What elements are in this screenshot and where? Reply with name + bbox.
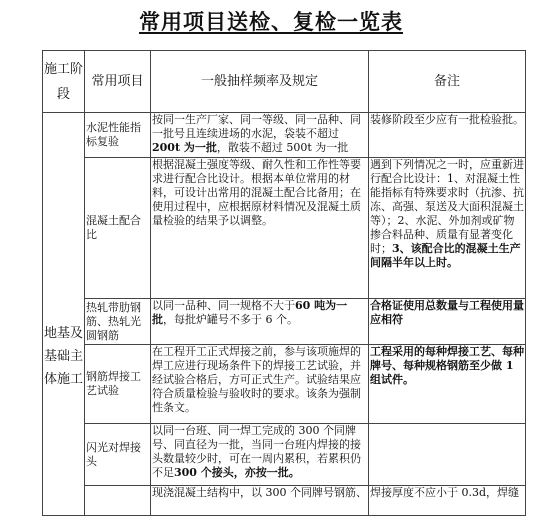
stage-cell: 地基及基础主体施工 [43, 113, 85, 516]
item-cell: 水泥性能指标复验 [85, 113, 151, 158]
header-row [43, 51, 526, 113]
table-row [43, 158, 526, 299]
rule-cell: 现浇混凝土结构中，以 300 个同牌号钢筋、 [151, 486, 369, 516]
table-row [43, 113, 526, 158]
item-cell: 混凝土配合比 [85, 158, 151, 299]
rule-cell: 按同一生产厂家、同一等级、同一品种、同一批号且连续进场的水泥，袋装不超过200t 为一批，散装不超过 500t 为一批 [151, 113, 369, 158]
item-cell [85, 486, 151, 516]
header-rule: 一般抽样频率及规定 [151, 51, 369, 113]
rule-cell: 以同一品种、同一规格不大于60 吨为一批，每批炉罐号不多于 6 个。 [151, 299, 369, 345]
rule-cell: 在工程开工正式焊接之前，参与该项施焊的焊工应进行现场条件下的焊接工艺试验，并经试验合格后，方可正式生产。试验结果应符合质量检验与验收时的要求。该条为强制性条文。 [151, 345, 369, 424]
note-cell: 工程采用的每种焊接工艺、每种牌号、每种规格钢筋至少做 1 组试件。 [369, 345, 526, 424]
note-cell: 遇到下列情况之一时，应重新进行配合比设计：1、对混凝土性能指标有特殊要求时（抗渗、抗冻、高强、泵送及大面积混凝土等）；2、水泥、外加剂或矿物掺合料品种、质量有显著变化时；3、该配合比的混凝土生产间隔半年以上时。 [369, 158, 526, 299]
item-cell: 闪光对焊接头 [85, 424, 151, 486]
note-cell: 合格证使用总数量与工程使用量应相符 [369, 299, 526, 345]
item-cell: 热轧带肋钢筋、热轧光圆钢筋 [85, 299, 151, 345]
rule-cell: 以同一台班、同一焊工完成的 300 个同牌号、同直径为一批，当同一台班内焊接的接头数量较少时，可在一周内累积，若累积仍不足300 个接头，亦按一批。 [151, 424, 369, 486]
table-row [43, 299, 526, 345]
table-row [43, 424, 526, 486]
header-item: 常用项目 [85, 51, 151, 113]
item-cell: 钢筋焊接工艺试验 [85, 345, 151, 424]
note-cell: 装修阶段至少应有一批检验批。 [369, 113, 526, 158]
note-cell: 焊接厚度不应小于 0.3d，焊缝 [369, 486, 526, 516]
table-row [43, 486, 526, 516]
rule-cell: 根据混凝土强度等级、耐久性和工作性等要求进行配合比设计。根据本单位常用的材料，可设计出常用的混凝土配合比备用；在使用过程中，应根据原材料情况及混凝土质量检验的结果予以调整。 [151, 158, 369, 299]
note-cell [369, 424, 526, 486]
header-note: 备注 [369, 51, 526, 113]
document-title: 常用项目送检、复检一览表 [139, 10, 403, 34]
inspection-table [42, 50, 526, 516]
header-stage: 施工阶段 [43, 51, 85, 113]
table-row [43, 345, 526, 424]
